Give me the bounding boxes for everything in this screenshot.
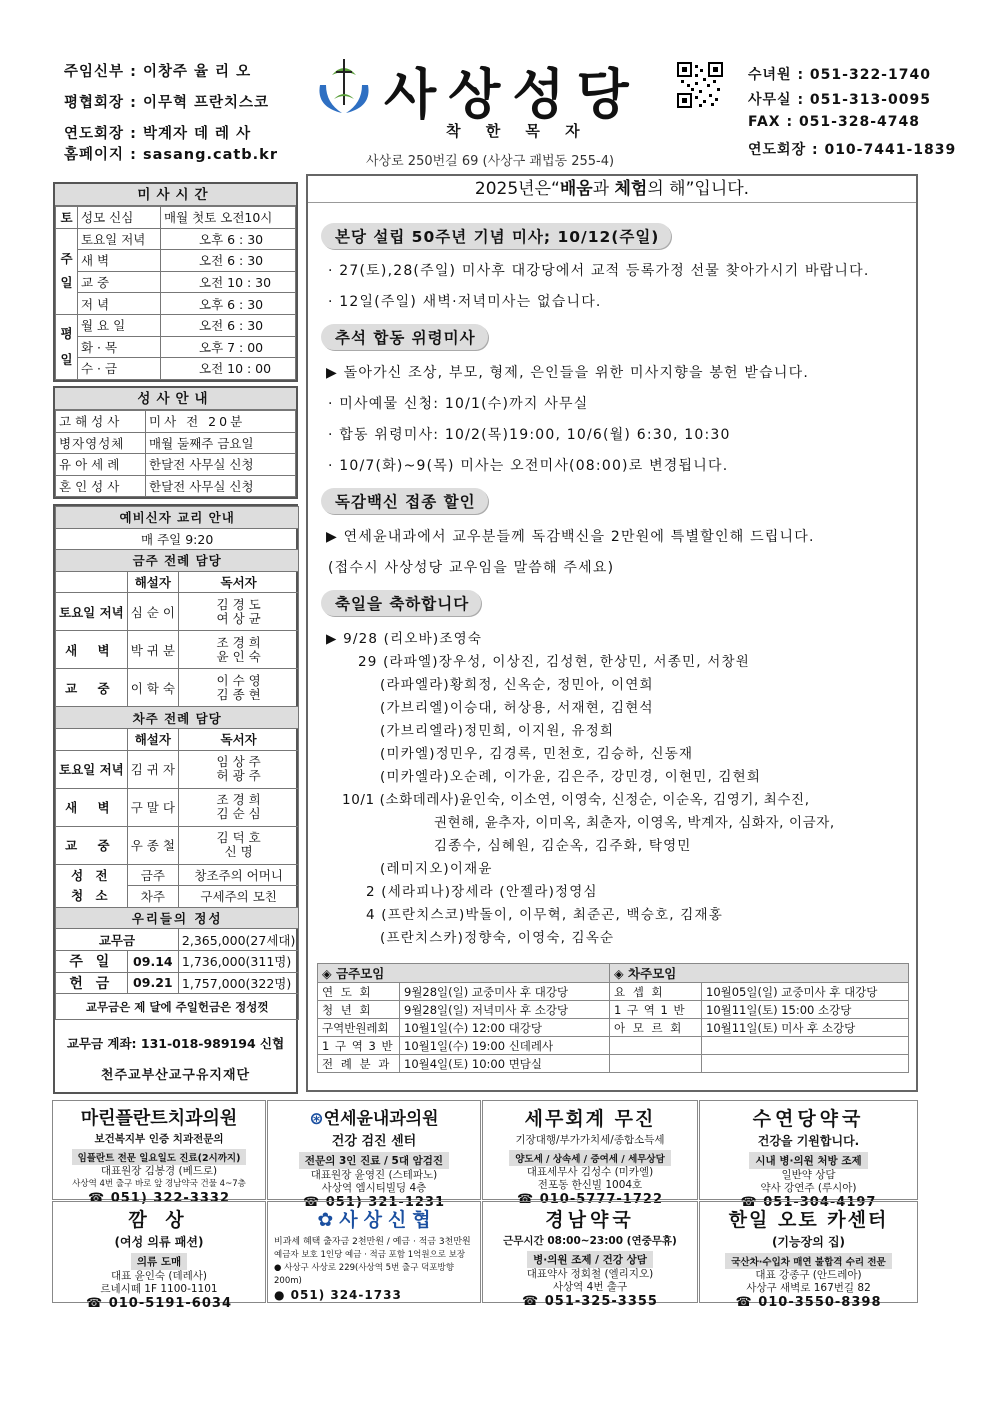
mass-times-title: 미사시간 (55, 184, 296, 206)
clinic-logo-icon: ⊛ (309, 1109, 324, 1129)
meeting-group: 요 셉 회 (610, 983, 702, 1001)
sacrament-name: 병자영성체 (56, 432, 146, 454)
notice-line: · 12일(주일) 새벽·저녁미사는 없습니다. (328, 294, 602, 310)
phone-fax: 051-328-4748 (798, 114, 920, 130)
notice-line: · 27(토),28(주일) 미사후 대강당에서 교적 등록가정 선물 찾아가시기 바랍니다. (328, 263, 870, 279)
offering-date: 09.21 (127, 972, 178, 994)
liturgy-mass: 새 벽 (56, 631, 128, 669)
ad-clothing[interactable] (52, 1201, 266, 1311)
liturgy-reader: 임 상 주 (216, 754, 261, 770)
liturgy-reader-header: 독서자 (178, 728, 298, 750)
ad-bar: 병·의원 조제 / 건강 상담 (527, 1251, 653, 1268)
ad-line: 일반약 상담 (781, 1169, 836, 1181)
label-yeondo: 연도회장 : (64, 126, 143, 142)
liturgy-next-title: 차주 전례 담당 (56, 707, 299, 729)
notice-line: · 10/7(화)~9(목) 미사는 오전미사(08:00)로 변경됩니다. (328, 458, 729, 474)
meeting-info: 10월1일(수) 19:00 신데레사 (400, 1037, 610, 1055)
offering-amount: 1,736,000(311명) (178, 950, 298, 972)
liturgy-mass: 새 벽 (56, 788, 128, 826)
liturgy-commentator: 박 귀 분 (127, 631, 178, 669)
feast-line: 권현해, 윤추자, 이미옥, 최춘자, 이영옥, 박계자, 심화자, 이금자, (434, 815, 835, 831)
feast-line: 10/1 (소화데레사)윤인숙, 이소연, 이영숙, 신정순, 이순옥, 김영기, 최수진, (342, 792, 810, 808)
sacrament-name: 유아세례 (56, 454, 146, 476)
mass-label: 성모 신심 (78, 207, 161, 229)
ad-line: 사상역 4번 출구 바로 앞 경남약국 건물 4~7층 (72, 1179, 246, 1189)
meeting-group: 1 구 역 3 반 (318, 1037, 400, 1055)
liturgy-mass: 교 중 (56, 669, 128, 707)
ad-line: 대표세무사 김성수 (미카엘) (526, 1166, 654, 1178)
offering-amount: 1,757,000(322명) (178, 972, 298, 994)
feast-line: ▶ 9/28 (리오바)조영숙 (326, 631, 483, 647)
meeting-info: 9월28일(일) 저녁미사 후 소강당 (400, 1001, 610, 1019)
banner-bold-2: 체험 (614, 179, 648, 199)
ad-line: 대표 강종구 (안드레아) (755, 1269, 862, 1281)
ad-line: 사상역 4번 출구 (552, 1281, 628, 1293)
feast-line: (미카엘라)오순례, 이가윤, 김은주, 강민경, 이현민, 김현희 (380, 769, 762, 785)
label-fax: FAX : (748, 114, 799, 130)
yeondo-name: 박계자 데 레 사 (142, 126, 252, 142)
liturgy-commentator-header: 해설자 (127, 728, 178, 750)
chant-title: 구세주의 모친 (178, 886, 298, 908)
liturgy-commentator-header: 해설자 (127, 571, 178, 593)
ad-title-text: 연세윤내과의원 (323, 1109, 439, 1129)
ad-title: 경남약국 (545, 1209, 635, 1231)
liturgy-commentator: 김 귀 자 (127, 750, 178, 788)
ad-tax[interactable] (482, 1100, 698, 1207)
mass-label: 화 · 목 (78, 336, 161, 358)
ad-bar: 시내 병·의원 처방 조제 (749, 1152, 867, 1169)
label-pastor: 주임신부 : (64, 64, 143, 80)
meeting-group: 1 구 역 1 반 (610, 1001, 702, 1019)
feast-line: (라파엘라)황희정, 신옥순, 정민아, 이연희 (380, 677, 654, 693)
ad-subtitle: 근무시간 08:00~23:00 (연중무휴) (503, 1235, 677, 1247)
ad-credit-union[interactable] (267, 1201, 481, 1303)
mass-time: 오전 10 : 00 (161, 358, 296, 380)
banner-pre: 2025년은“ (474, 179, 560, 199)
ad-line: 약사 강연주 (루시아) (760, 1182, 857, 1194)
ad-phone: ☎ 010-3550-8398 (735, 1295, 882, 1310)
offering-date: 09.14 (127, 950, 178, 972)
liturgy-reader: 조 경 희 (216, 634, 261, 650)
ad-line: 르네시떼 1F 1100-1101 (100, 1283, 218, 1295)
label-homepage: 홈페이지 : (64, 147, 143, 163)
ad-car-center[interactable] (699, 1201, 918, 1310)
liturgy-reader: 김 종 현 (216, 686, 261, 702)
offering-label: 헌 금 (56, 972, 128, 994)
ad-line: 전포동 한신빌 1004호 (537, 1179, 643, 1191)
sacrament-info: 미사 전 20분 (146, 411, 296, 433)
ad-title (268, 1104, 480, 1129)
sacrament-title: 성사안내 (55, 388, 296, 410)
meeting-group: 전 례 분 과 (318, 1055, 400, 1073)
meeting-group: 연 도 회 (318, 983, 400, 1001)
parish-address: 사상로 250번길 69 (사상구 괘법동 255-4) (366, 154, 615, 169)
homepage-link[interactable]: sasang.catb.kr (142, 147, 278, 163)
liturgy-box (53, 504, 298, 1094)
mass-label: 새 벽 (78, 250, 161, 272)
label-yeondo-phone: 연도회장 : (748, 142, 825, 158)
credit-union-logo-icon: ✿ (317, 1209, 340, 1231)
pastor-name: 이창주 율 리 오 (142, 64, 252, 80)
phone-office: 051-313-0095 (809, 92, 931, 108)
notice-board (306, 174, 918, 1092)
notice-line: (접수시 사상성당 교우임을 말씀해 주세요) (328, 560, 615, 576)
feast-line: 29 (라파엘)장우성, 이상진, 김성현, 한상민, 서종민, 서창원 (358, 654, 750, 670)
meeting-group: 구역반원레회 (318, 1019, 400, 1037)
chant-week: 금주 (127, 864, 178, 886)
ad-line: 대표원장 김봉경 (베드로) (100, 1165, 218, 1177)
ad-phone: ● 051) 324-1733 (274, 1288, 402, 1302)
mass-label: 월 요 일 (78, 314, 161, 336)
label-convent: 수녀원 : (748, 67, 810, 83)
liturgy-commentator: 이 학 숙 (127, 669, 178, 707)
chant-label: 청 소 (71, 887, 112, 903)
liturgy-commentator: 우 종 철 (127, 826, 178, 864)
notice-line: · 미사예물 신청: 10/1(수)까지 사무실 (328, 396, 589, 412)
mass-label: 수 · 금 (78, 358, 161, 380)
sacrament-name: 혼인성사 (56, 475, 146, 497)
ad-title: 수연당약국 (752, 1108, 865, 1130)
banner-bold-1: 배움 (559, 179, 593, 199)
ad-dental[interactable] (52, 1100, 266, 1206)
mass-time: 오후 7 : 00 (161, 336, 296, 358)
mass-time: 오전 10 : 30 (161, 271, 296, 293)
meeting-info (702, 1037, 909, 1055)
liturgy-reader: 윤 인 숙 (216, 648, 261, 664)
mass-time: 오전 6 : 30 (161, 314, 296, 336)
notice-heading: 축일을 축하합니다 (321, 590, 481, 616)
offering-label: 주 일 (56, 950, 128, 972)
label-council: 평협회장 : (64, 95, 143, 111)
liturgy-reader: 허 광 주 (216, 768, 261, 784)
notice-heading: 본당 설립 50주년 기념 미사; 10/12(주일) (321, 223, 671, 249)
mass-group-sunday: 주일 (56, 228, 78, 314)
parish-title: 사상성당 (384, 63, 641, 126)
ad-phone: ☎ 010-5777-1722 (516, 1192, 663, 1207)
liturgy-reader-header: 독서자 (178, 571, 298, 593)
ad-title: 깜 상 (128, 1209, 190, 1231)
ad-subtitle: (기능장의 집) (771, 1235, 846, 1249)
offering-note: 교무금은 제 달에 주일헌금은 정성껏 (56, 994, 299, 1020)
feast-line: (레미지오)이재윤 (380, 861, 493, 877)
parish-logo-icon (312, 55, 374, 117)
mass-label: 토요일 저녁 (78, 228, 161, 250)
ad-title: 세무회계 무진 (524, 1108, 656, 1130)
liturgy-reader: 김 덕 호 (216, 830, 261, 846)
liturgy-commentator: 심 순 이 (127, 593, 178, 631)
meeting-info (702, 1055, 909, 1073)
mass-times-box (53, 182, 298, 382)
ad-bar: 비과세 혜택 출자금 2천만원 / 예금 · 적금 3천만원 (274, 1237, 471, 1247)
mass-label: 교 중 (78, 271, 161, 293)
liturgy-reader: 이 수 영 (216, 672, 261, 688)
ad-subtitle: 건강 검진 센터 (331, 1134, 417, 1149)
qr-code-icon[interactable] (677, 62, 723, 108)
meeting-info: 10월11일(토) 미사 후 소강당 (702, 1019, 909, 1037)
liturgy-mass: 토요일 저녁 (56, 593, 128, 631)
sacrament-info: 한달전 사무실 신청 (146, 475, 296, 497)
offering-foundation: 천주교부산교구유지재단 (100, 1068, 251, 1084)
ad-line: ● 사상구 사상로 229(사상역 5번 출구 덕포방향 200m) (274, 1263, 454, 1286)
meeting-group (610, 1055, 702, 1073)
ad-subtitle: 보건복지부 인증 치과전문의 (94, 1133, 224, 1145)
chant-week: 차주 (127, 886, 178, 908)
feast-line: 2 (세라피나)장세라 (안젤라)정영심 (366, 884, 598, 900)
ad-line: 사상구 새벽로 167번길 82 (746, 1282, 871, 1294)
ad-line: 대표원장 윤영진 (스테파노) (310, 1169, 438, 1181)
feast-line: (가브리엘)이승대, 허상용, 서재현, 김현석 (380, 700, 654, 716)
ad-title: 한일 오토 카센터 (728, 1209, 889, 1231)
meeting-info: 10월05일(일) 교중미사 후 대강당 (702, 983, 909, 1001)
ad-subtitle: 건강을 기원합니다. (757, 1134, 860, 1148)
ad-bar: 임플란트 전문 일요일도 진료(2시까지) (72, 1149, 247, 1165)
ad-pharmacy-gyeongnam[interactable] (482, 1201, 698, 1309)
meeting-group (610, 1037, 702, 1055)
notice-heading: 추석 합동 위령미사 (321, 324, 488, 350)
ad-internal-medicine[interactable] (267, 1100, 481, 1210)
ad-subtitle: (여성 의류 패션) (114, 1235, 204, 1249)
ad-bar: 의류 도매 (131, 1253, 187, 1270)
ad-title (274, 1205, 480, 1232)
notice-heading: 독감백신 접종 할인 (321, 488, 488, 514)
label-office: 사무실 : (748, 92, 810, 108)
year-banner (308, 176, 916, 203)
liturgy-commentator: 구 말 다 (127, 788, 178, 826)
meeting-info: 10월1일(수) 12:00 대강당 (400, 1019, 610, 1037)
ad-subtitle: 기장대행/부가가치세/종합소득세 (515, 1134, 665, 1146)
ad-line: 대표 윤인숙 (데레사) (110, 1270, 207, 1282)
liturgy-reader: 여 상 균 (216, 610, 261, 626)
mass-group-weekday: 평일 (56, 314, 78, 379)
mass-label: 저 녁 (78, 293, 161, 315)
council-name: 이무혁 프란치스코 (142, 95, 270, 111)
notice-line: ▶ 돌아가신 조상, 부모, 형제, 은인들을 위한 미사지향을 봉헌 받습니다. (326, 365, 809, 381)
sacrament-info: 매월 둘째주 금요일 (146, 432, 296, 454)
notice-line: · 합동 위령미사: 10/2(목)19:00, 10/6(월) 6:30, 10:30 (328, 427, 731, 443)
liturgy-reader: 김 경 도 (216, 596, 261, 612)
ad-line: 예금자 보호 1인당 예금 · 적금 포함 1억원으로 보장 (274, 1250, 466, 1260)
mass-time: 매월 첫토 오전10시 (161, 207, 296, 229)
feast-line: 4 (프란치스코)박돌이, 이무혁, 최준곤, 백승호, 김재홍 (366, 907, 723, 923)
liturgy-reader: 조 경 희 (216, 792, 261, 808)
mass-group-sat: 토 (56, 207, 78, 229)
meetings-table (317, 963, 909, 1073)
ad-pharmacy-suyeon[interactable] (699, 1100, 918, 1210)
mass-time: 오후 6 : 30 (161, 228, 296, 250)
phone-yeondo: 010-7441-1839 (824, 142, 957, 158)
ad-bar: 국산차·수입차 매연 불합격 수리 전문 (725, 1253, 892, 1269)
ad-bar: 양도세 / 상속세 / 증여세 / 세무상담 (509, 1150, 671, 1166)
meeting-group: 청 년 회 (318, 1001, 400, 1019)
offering-label: 교무금 (56, 929, 179, 951)
ad-phone: ☎ 051-325-3355 (522, 1294, 658, 1309)
feast-line: (미카엘)정민우, 김경록, 민천호, 김승하, 신동재 (380, 746, 694, 762)
mass-time: 오전 6 : 30 (161, 250, 296, 272)
ad-line: 사상역 엠시티빌딩 4층 (321, 1182, 427, 1194)
feast-line: (가브리엘라)정민희, 이지원, 유정희 (380, 723, 615, 739)
banner-post: 의 해”입니다. (647, 179, 750, 199)
meetings-next-week-header: ◈ 차주모임 (610, 964, 909, 983)
feast-line: (프란치스카)정향숙, 이영숙, 김옥순 (380, 930, 615, 946)
ad-phone: ☎ 010-5191-6034 (85, 1296, 232, 1311)
ad-title-text: 사상신협 (339, 1209, 437, 1231)
notice-line: ▶ 연세윤내과에서 교우분들께 독감백신을 2만원에 특별할인해 드립니다. (326, 529, 815, 545)
banner-mid: 과 (592, 179, 615, 199)
phone-convent: 051-322-1740 (809, 67, 931, 83)
parish-subtitle: 착 한 목 자 (446, 122, 590, 140)
chant-label: 성 전 (71, 867, 112, 883)
meeting-group: 아 모 르 회 (610, 1019, 702, 1037)
offering-account: 교무금 계좌: 131-018-989194 신협 (66, 1036, 285, 1052)
ad-phone: ☎ 051) 321-1231 (302, 1195, 446, 1210)
catechism-title: 예비신자 교리 안내 (56, 507, 299, 529)
ad-line: 대표약사 정회철 (엘리지오) (526, 1268, 654, 1280)
liturgy-this-title: 금주 전례 담당 (56, 550, 299, 572)
liturgy-reader: 김 순 심 (216, 806, 261, 822)
sacrament-box (53, 386, 298, 499)
meeting-info: 9월28일(일) 교중미사 후 대강당 (400, 983, 610, 1001)
mass-time: 오후 6 : 30 (161, 293, 296, 315)
sacrament-name: 고해성사 (56, 411, 146, 433)
meetings-this-week-header: ◈ 금주모임 (318, 964, 610, 983)
meeting-info: 10월11일(토) 15:00 소강당 (702, 1001, 909, 1019)
offering-title: 우리들의 정성 (56, 907, 299, 929)
ad-title: 마린플란트치과의원 (80, 1108, 238, 1129)
liturgy-mass: 토요일 저녁 (56, 750, 128, 788)
liturgy-mass: 교 중 (56, 826, 128, 864)
liturgy-reader: 신 명 (224, 844, 253, 860)
ad-phone: ☎ 051-304-4197 (740, 1195, 877, 1210)
ad-bar: 전문의 3인 진료 / 5대 암검진 (299, 1152, 449, 1169)
catechism-time: 매 주일 9:20 (56, 528, 299, 550)
feast-line: 김종수, 심혜원, 김순옥, 김주화, 탁영민 (434, 838, 692, 854)
sacrament-info: 한달전 사무실 신청 (146, 454, 296, 476)
ad-phone: ☎ 051) 322-3332 (87, 1191, 231, 1206)
chant-title: 창조주의 어머니 (178, 864, 298, 886)
offering-amount: 2,365,000(27세대) (178, 929, 298, 951)
meeting-info: 10월4일(토) 10:00 면담실 (400, 1055, 610, 1073)
